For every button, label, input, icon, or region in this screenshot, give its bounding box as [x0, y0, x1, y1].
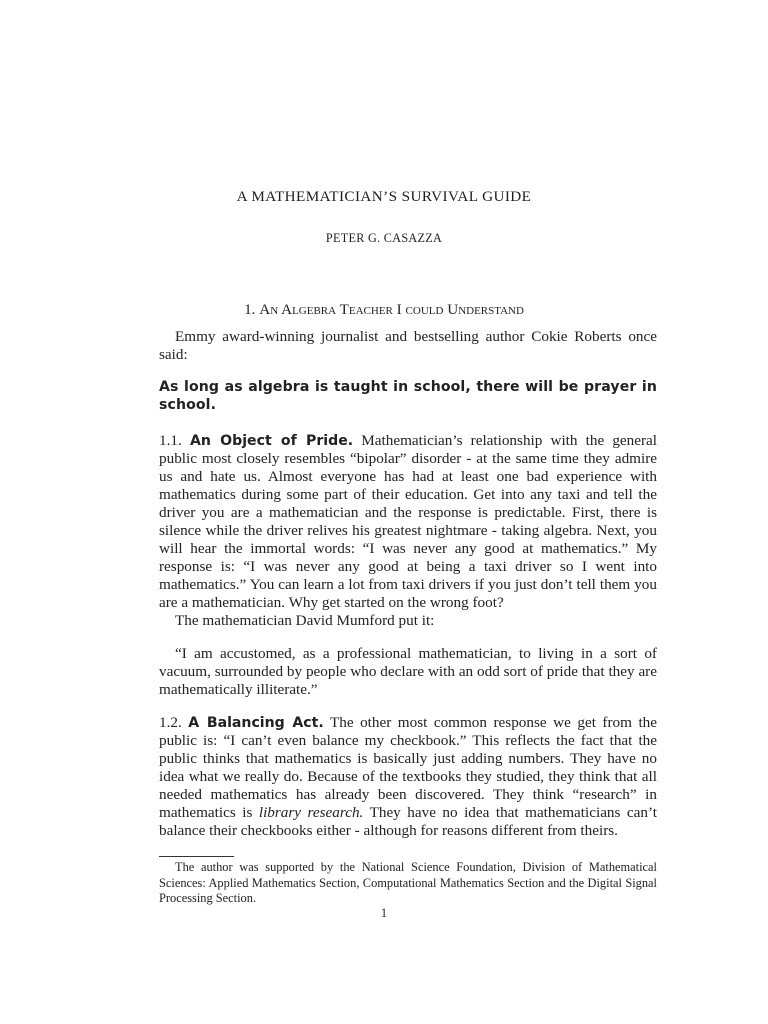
roberts-quote-text: As long as algebra is taught in school, there will be prayer in school.	[159, 379, 657, 413]
mumford-quote-text: “I am accustomed, as a professional mathematician, to living in a sort of vacuum, surrounded by people who declare with an odd sort of pride that they are mathematically illiterate.”	[159, 645, 657, 698]
subsection-1-2-body-1: The other most common response we get from the public is: “I can’t even balance my checkbook.” This reflects the fact that the public thinks that mathematics is basically just adding numbers. They have no idea what we really do. Because of the textbooks they studied, they think that all needed mathematics has already been discovered. They think “research” in mathematics is	[159, 714, 658, 821]
subsection-1-1	[159, 432, 657, 630]
subsection-1-2-body-2: They have no idea that mathematicians can’t balance their checkbooks either - although for reasons different from theirs.	[159, 804, 658, 839]
section-1-heading	[0, 301, 768, 319]
library-research-italic: library research.	[258, 804, 364, 821]
subsection-1-2-number: 1.2.	[159, 714, 182, 731]
mumford-intro: The mathematician David Mumford put it:	[175, 612, 435, 629]
roberts-quote	[159, 378, 657, 414]
section-1-number: 1.	[244, 301, 256, 318]
footnote-divider	[159, 856, 234, 857]
mumford-quote	[159, 645, 657, 699]
page-number: 1	[380, 906, 388, 920]
subsection-1-2-title: A Balancing Act.	[188, 715, 324, 731]
subsection-1-1-body: Mathematician’s relationship with the general public most closely resembles “bipolar” disorder - at the same time they admire us and hate us. Almost everyone has had at least one bad experience with mathematics during some part of their education. Get into any taxi and tell the driver you are a mathematician and the response is predictable. First, there is silence while the driver relives his greatest nightmare - taking algebra. Next, you will hear the immortal words: “I was never any good at mathematics.” My response is: “I was never any good at being a taxi driver so I went into mathematics.” You can learn a lot from taxi drivers if you just don’t tell them you are a mathematician. Why get started on the wrong foot?	[159, 432, 658, 611]
subsection-1-1-number: 1.1.	[159, 432, 182, 449]
intro-paragraph	[159, 328, 657, 364]
footnote-text: The author was supported by the National Science Foundation, Division of Mathematical Sciences: Applied Mathematics Section, Computational Mathematics Section and the Digital Signal Processing Section.	[159, 860, 657, 905]
subsection-1-2	[159, 714, 657, 840]
footnote	[159, 860, 657, 907]
paper-title: A MATHEMATICIAN’S SURVIVAL GUIDE	[236, 188, 532, 205]
author-name: PETER G. CASAZZA	[325, 231, 443, 245]
intro-text: Emmy award-winning journalist and bestselling author Cokie Roberts once said:	[159, 328, 657, 363]
section-1-title: An Algebra Teacher I could Understand	[259, 301, 524, 318]
subsection-1-1-title: An Object of Pride.	[189, 433, 354, 449]
